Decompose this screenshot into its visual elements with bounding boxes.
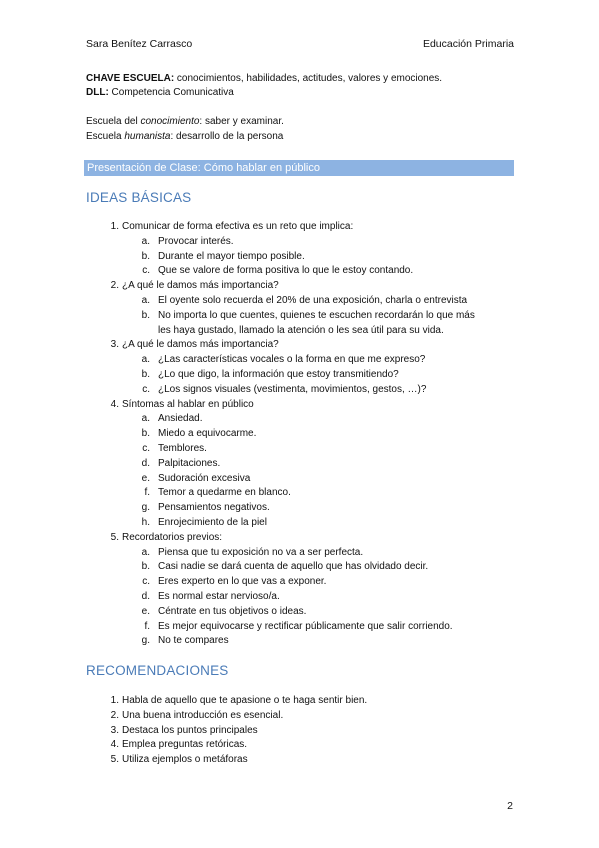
idea-sub-letter: a. (141, 546, 150, 558)
recommendation-number: 5. (110, 754, 119, 766)
idea-sub-letter: f. (144, 487, 150, 499)
escuela2-post: : desarrollo de la persona (170, 131, 284, 142)
idea-sub-text: Temblores. (158, 443, 207, 454)
idea-number: 2. (110, 280, 119, 292)
idea-sub-text-continuation: les haya gustado, llamado la atención o les sea útil para su vida. (158, 324, 444, 336)
escuela1-pre: Escuela del (86, 116, 141, 127)
idea-text: Recordatorios previos: (122, 531, 223, 543)
idea-sub-letter: a. (141, 235, 150, 247)
idea-sub-letter: c. (142, 383, 150, 395)
idea-sub-letter: g. (141, 635, 150, 647)
idea-sub-letter: b. (141, 250, 150, 262)
idea-sub-text: No te compares (158, 635, 229, 647)
idea-sub-letter: a. (141, 295, 150, 306)
idea-number: 4. (110, 398, 119, 410)
ideas-heading: IDEAS BÁSICAS (86, 190, 192, 205)
recommendation-number: 2. (110, 709, 119, 721)
idea-sub-text: Provocar interés. (158, 235, 234, 247)
escuela-conocimiento-line (86, 116, 284, 127)
recommendations-heading: RECOMENDACIONES (86, 663, 229, 678)
idea-sub-letter: d. (141, 591, 150, 602)
idea-sub-text: Piensa que tu exposición no va a ser perfecta. (158, 546, 364, 558)
idea-sub-letter: a. (141, 413, 150, 425)
idea-sub-text: Ansiedad. (158, 413, 203, 425)
chave-text: conocimientos, habilidades, actitudes, valores y emociones. (174, 73, 443, 84)
idea-text: Comunicar de forma efectiva es un reto que implica: (122, 221, 354, 232)
idea-sub-text: Pensamientos negativos. (158, 502, 270, 514)
recommendation-number: 1. (110, 695, 119, 706)
idea-sub-letter: h. (141, 517, 150, 528)
idea-sub-text: Eres experto en lo que vas a exponer. (158, 576, 327, 588)
idea-sub-letter: e. (141, 472, 150, 484)
idea-sub-text: Céntrate en tus objetivos o ideas. (158, 605, 307, 617)
idea-text: Síntomas al hablar en público (122, 398, 254, 410)
idea-sub-text: Sudoración excesiva (158, 472, 251, 484)
idea-text: ¿A qué le damos más importancia? (122, 280, 279, 292)
idea-sub-text: El oyente solo recuerda el 20% de una exposición, charla o entrevista (158, 295, 468, 306)
idea-sub-letter: c. (142, 576, 150, 588)
idea-sub-text: No importa lo que cuentes, quienes te escuchen recordarán lo que más (158, 309, 475, 321)
idea-sub-letter: d. (141, 457, 150, 469)
idea-sub-text: Casi nadie se dará cuenta de aquello que has olvidado decir. (158, 561, 429, 573)
idea-sub-letter: a. (141, 354, 150, 366)
escuela1-post: : saber y examinar. (199, 116, 284, 127)
chave-label: CHAVE ESCUELA: (86, 73, 175, 84)
idea-sub-text: ¿Los signos visuales (vestimenta, movimientos, gestos, …)? (158, 383, 427, 395)
idea-number: 5. (110, 531, 119, 543)
recommendation-text: Habla de aquello que te apasione o te haga sentir bien. (122, 695, 368, 706)
escuela1-em: conocimiento (140, 116, 200, 127)
idea-sub-text: Temor a quedarme en blanco. (158, 487, 291, 499)
header-subject: Educación Primaria (422, 38, 514, 50)
dll-label: DLL: (86, 87, 109, 98)
idea-sub-letter: c. (142, 443, 150, 454)
escuela2-em: humanista (124, 131, 171, 142)
idea-sub-text: Que se valore de forma positiva lo que le estoy contando. (158, 265, 414, 277)
idea-sub-letter: g. (141, 502, 150, 514)
escuela2-pre: Escuela (86, 131, 125, 142)
idea-text: ¿A qué le damos más importancia? (122, 339, 279, 351)
idea-number: 1. (110, 221, 119, 232)
chave-line (86, 73, 442, 84)
recommendation-text: Emplea preguntas retóricas. (122, 739, 248, 751)
idea-sub-text: Es normal estar nervioso/a. (158, 591, 280, 602)
idea-sub-letter: f. (144, 620, 150, 632)
recommendation-text: Utiliza ejemplos o metáforas (122, 754, 248, 766)
dll-line (86, 87, 234, 98)
idea-sub-text: ¿Lo que digo, la información que estoy transmitiendo? (158, 369, 399, 380)
section-title-bar: Presentación de Clase: Cómo hablar en público (84, 160, 514, 176)
idea-sub-letter: b. (141, 428, 150, 440)
idea-sub-text: Es mejor equivocarse y rectificar públicamente que salir corriendo. (158, 620, 453, 632)
recommendation-number: 3. (110, 724, 119, 736)
idea-sub-letter: c. (142, 265, 150, 277)
idea-sub-letter: b. (141, 561, 150, 573)
recommendation-text: Destaca los puntos principales (122, 724, 258, 736)
idea-sub-letter: b. (141, 369, 150, 380)
idea-sub-text: Durante el mayor tiempo posible. (158, 250, 305, 262)
recommendation-text: Una buena introducción es esencial. (122, 709, 284, 721)
escuela-humanista-line (86, 131, 283, 142)
idea-sub-text: ¿Las características vocales o la forma en que me expreso? (158, 354, 426, 366)
idea-sub-letter: b. (141, 309, 150, 321)
idea-sub-letter: e. (141, 605, 150, 617)
recommendation-number: 4. (110, 739, 119, 751)
header-author: Sara Benítez Carrasco (86, 38, 193, 50)
dll-text: Competencia Comunicativa (108, 87, 234, 98)
idea-sub-text: Palpitaciones. (158, 457, 221, 469)
idea-sub-text: Enrojecimiento de la piel (158, 517, 267, 528)
idea-sub-text: Miedo a equivocarme. (158, 428, 257, 440)
page-number: 2 (507, 800, 513, 812)
idea-number: 3. (110, 339, 119, 351)
